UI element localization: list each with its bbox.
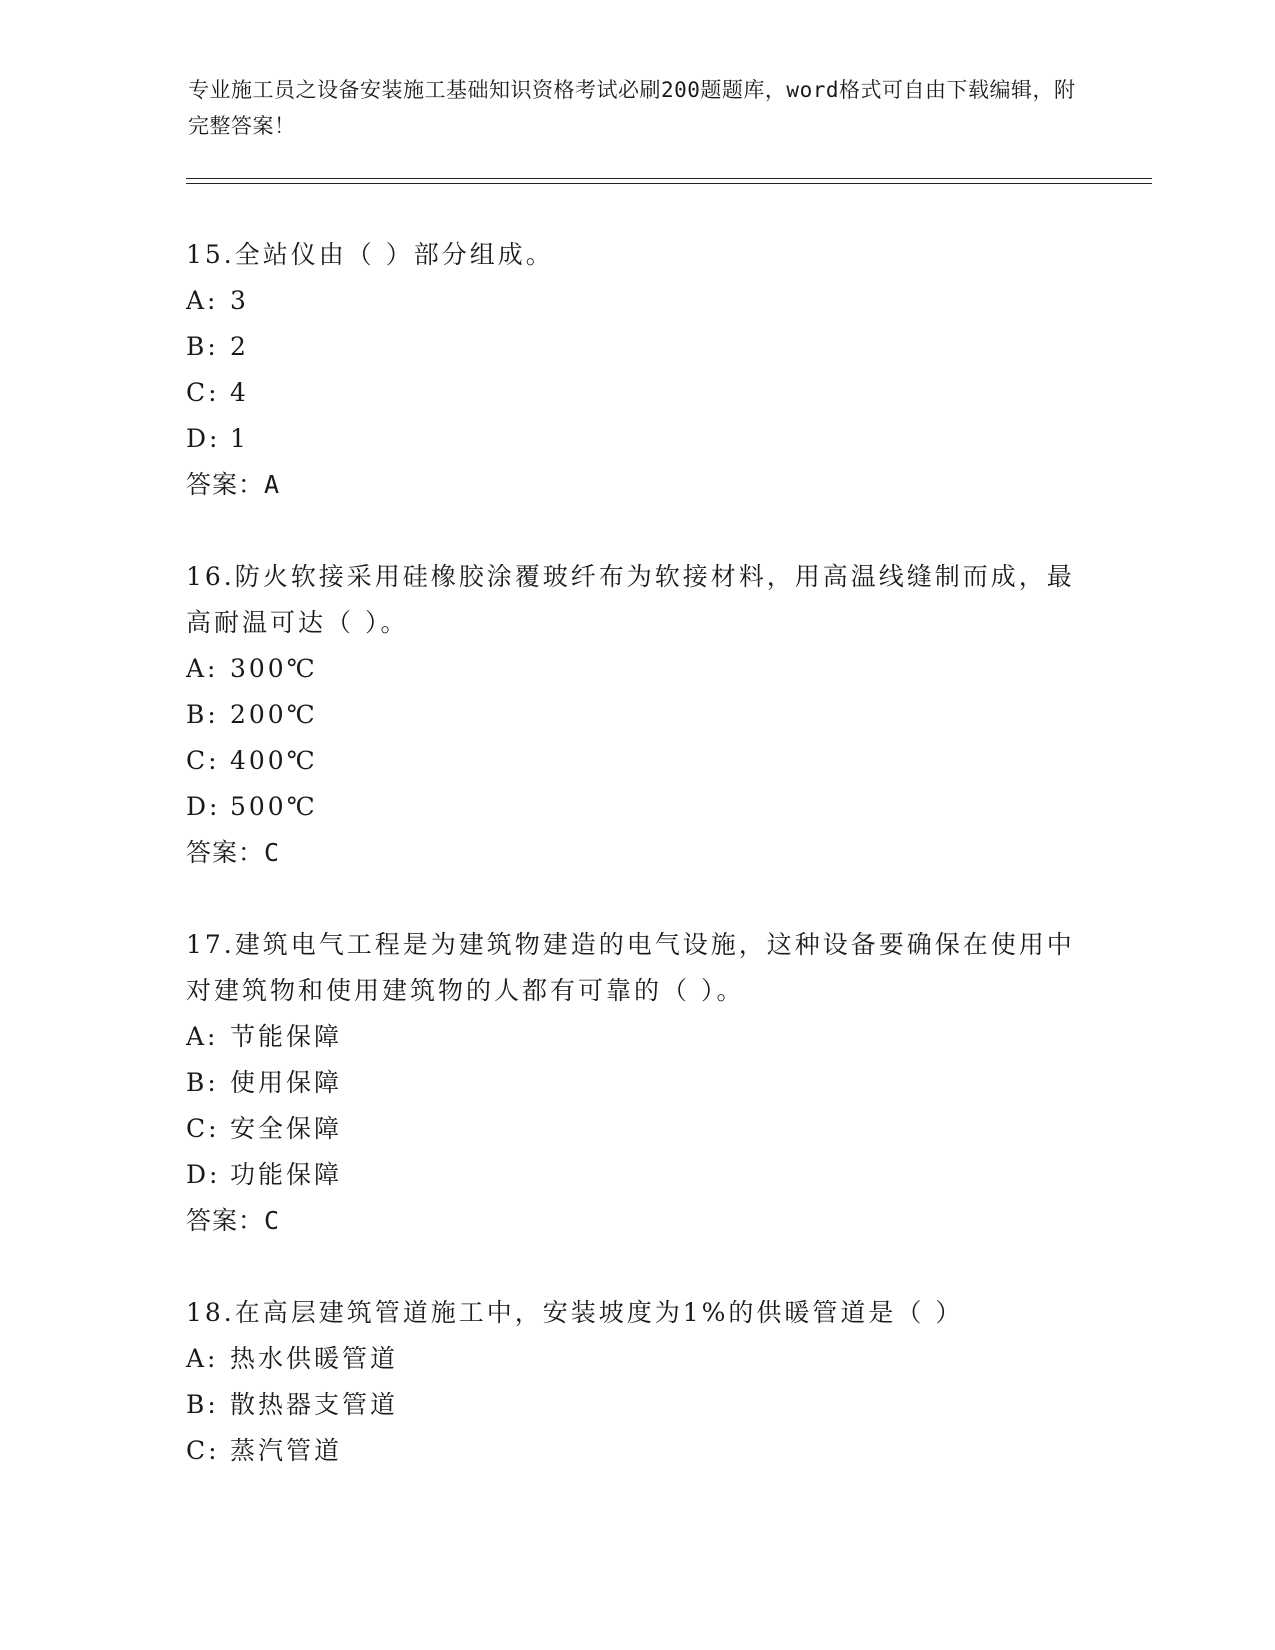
option-a (186, 1014, 1086, 1060)
option-letter: A: (186, 654, 219, 683)
option-text: 蒸汽管道 (230, 1436, 343, 1465)
option-letter: C: (186, 1114, 220, 1143)
answer: 答案：C (186, 1206, 281, 1235)
option-b (186, 324, 1086, 370)
question-stem: 17.建筑电气工程是为建筑物建造的电气设施，这种设备要确保在使用中对建筑物和使用建筑物的人都有可靠的（ ）。 (186, 930, 1075, 1005)
option-text: 热水供暖管道 (230, 1344, 399, 1373)
option-a (186, 278, 1086, 324)
option-letter: B: (186, 1390, 219, 1419)
option-letter: B: (186, 700, 219, 729)
option-text: 安全保障 (230, 1114, 343, 1143)
question-18 (186, 1290, 1086, 1474)
answer: 答案：C (186, 838, 281, 867)
question-stem: 15.全站仪由（ ）部分组成。 (186, 240, 554, 269)
option-d (186, 784, 1086, 830)
option-letter: D: (186, 792, 221, 821)
option-text: 2 (230, 332, 249, 361)
option-letter: D: (186, 1160, 221, 1189)
option-d (186, 416, 1086, 462)
option-text: 散热器支管道 (230, 1390, 399, 1419)
option-b (186, 1382, 1086, 1428)
option-letter: A: (186, 286, 219, 315)
option-text: 使用保障 (230, 1068, 343, 1097)
option-c (186, 1428, 1086, 1474)
option-b (186, 1060, 1086, 1106)
option-text: 节能保障 (230, 1022, 343, 1051)
option-a (186, 646, 1086, 692)
option-c (186, 1106, 1086, 1152)
question-15 (186, 232, 1086, 508)
option-text: 200℃ (230, 700, 318, 729)
option-letter: A: (186, 1344, 219, 1373)
option-letter: C: (186, 378, 220, 407)
option-c (186, 738, 1086, 784)
question-stem: 18.在高层建筑管道施工中，安装坡度为1%的供暖管道是（ ） (186, 1298, 964, 1327)
option-text: 3 (230, 286, 249, 315)
option-text: 300℃ (230, 654, 318, 683)
question-17 (186, 922, 1086, 1244)
document-header (188, 72, 1088, 144)
option-text: 功能保障 (230, 1160, 343, 1189)
header-text: 专业施工员之设备安装施工基础知识资格考试必刷200题题库，word格式可自由下载编辑，附完整答案！ (188, 78, 1076, 138)
header-divider-top (186, 178, 1152, 179)
option-letter: C: (186, 746, 220, 775)
option-b (186, 692, 1086, 738)
answer: 答案：A (186, 470, 281, 499)
question-16 (186, 554, 1086, 876)
option-letter: B: (186, 1068, 219, 1097)
question-stem: 16.防火软接采用硅橡胶涂覆玻纤布为软接材料，用高温线缝制而成，最高耐温可达（ ）。 (186, 562, 1075, 637)
option-text: 500℃ (230, 792, 318, 821)
option-letter: A: (186, 1022, 219, 1051)
option-letter: C: (186, 1436, 220, 1465)
header-divider-bottom (186, 183, 1152, 184)
option-text: 4 (230, 378, 249, 407)
option-c (186, 370, 1086, 416)
option-text: 400℃ (230, 746, 318, 775)
question-list (186, 232, 1086, 1520)
option-letter: D: (186, 424, 221, 453)
option-letter: B: (186, 332, 219, 361)
option-a (186, 1336, 1086, 1382)
option-text: 1 (230, 424, 249, 453)
option-d (186, 1152, 1086, 1198)
